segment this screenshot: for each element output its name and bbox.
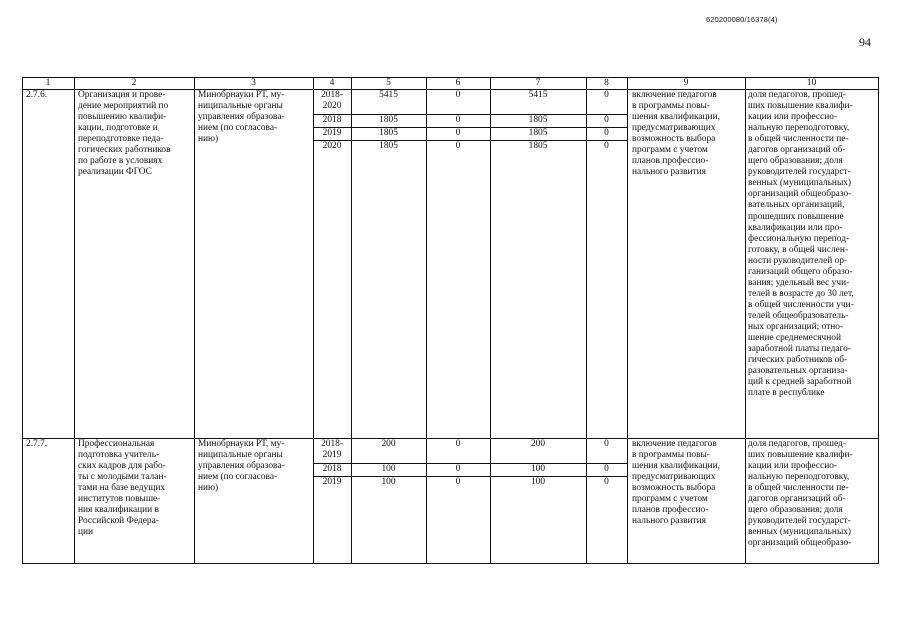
funding-total: 100 <box>381 477 396 487</box>
funding-total: 5415 <box>379 90 398 100</box>
funding-other: 0 <box>604 115 609 125</box>
measure-name: Профессиональная подготовка учитель- ских кадров для рабо- ты с молодыми талан- тами на базе ведущих институтов повыше- ния квалификации в Российской Федера- ции <box>78 439 167 538</box>
period-year: 2018 <box>322 464 342 474</box>
funding-regional: 5415 <box>528 90 548 100</box>
funding-federal: 0 <box>455 464 461 474</box>
funding-regional: 1805 <box>528 141 548 151</box>
period-year: 2018- 2019 <box>321 439 343 461</box>
funding-federal: 0 <box>455 128 461 138</box>
indicators: доля педагогов, прошед- ших повышение квалифи- кации или профессио- нальную переподготовку, в общей численности пе- дагогов организаций об- щего образования; доля руководителей государст- венных (муниципальных) организаций общеобразо- <box>748 439 853 549</box>
funding-federal: 0 <box>455 439 461 449</box>
column-header-4: 4 <box>329 78 335 88</box>
funding-regional: 1805 <box>528 128 548 138</box>
funding-other: 0 <box>604 141 609 151</box>
column-header-5: 5 <box>386 78 391 88</box>
column-header-8: 8 <box>604 78 609 88</box>
column-divider-9 <box>745 77 746 564</box>
column-header-7: 7 <box>535 78 541 88</box>
expected-result: включение педагогов в программы повы- шения квалификации, предусматривающих возможность выбора программ с учетом планов профессио- нального развития <box>632 90 720 178</box>
column-header-6: 6 <box>455 78 461 88</box>
period-year: 2019 <box>322 477 342 487</box>
column-header-2: 2 <box>131 78 137 88</box>
period-year: 2018 <box>322 115 342 125</box>
funding-other: 0 <box>604 477 609 487</box>
column-header-10: 10 <box>806 78 817 88</box>
column-divider-0 <box>22 77 23 564</box>
funding-other: 0 <box>604 90 609 100</box>
column-divider-10 <box>878 77 879 564</box>
table-border-bottom <box>22 563 879 564</box>
column-divider-8 <box>627 77 628 564</box>
measure-name: Организация и прове- дение мероприятий по повышению квалифи- кации, подготовке и переподготовке педа- гогических работников по работе в условиях реализации ФГОС <box>78 90 171 178</box>
executor: Минобрнауки РТ, му- ниципальные органы управления образова- нием (по согласова- нию) <box>198 90 285 145</box>
funding-total: 1805 <box>379 115 398 125</box>
period-year: 2020 <box>322 141 342 151</box>
column-divider-1 <box>74 77 75 564</box>
indicators: доля педагогов, прошед- ших повышение квалифи- кации или профессио- нальную переподготовку, в общей численности пе- дагогов организаций об- щего образования; доля руководителей государст- венных (муниципальных) организаций общеобразо- вательных организаций, прошедших повышение квалификации или про- фессиональную перепод- готовку, в общей числен- ности руководителей ор- ганизаций общего образо- вания; удельный вес учи- телей в возрасте до 30 лет, в общей численности учи- телей общеобразователь- ных организаций; отно- шение среднемесячной заработной платы педаго- гических работников об- разовательных организа- ций к средней заработной плате в республике <box>748 90 854 399</box>
funding-regional: 100 <box>530 477 546 487</box>
column-header-9: 9 <box>683 78 689 88</box>
funding-total: 100 <box>381 464 396 474</box>
document-id: 620200080/16378(4) <box>706 15 778 24</box>
funding-total: 1805 <box>379 141 398 151</box>
period-year: 2019 <box>322 128 342 138</box>
column-divider-2 <box>194 77 195 564</box>
expected-result: включение педагогов в программы повы- шения квалификации, предусматривающих возможность выбора программ с учетом планов профессио- нального развития <box>632 439 720 527</box>
funding-total: 200 <box>381 439 396 449</box>
funding-total: 1805 <box>379 128 398 138</box>
column-header-3: 3 <box>251 78 256 88</box>
page-number: 94 <box>859 35 871 49</box>
funding-regional: 200 <box>530 439 546 449</box>
funding-federal: 0 <box>455 90 461 100</box>
row-number: 2.7.7. <box>26 439 48 449</box>
period-year: 2018- 2020 <box>321 90 343 112</box>
funding-regional: 1805 <box>528 115 548 125</box>
funding-federal: 0 <box>455 477 461 487</box>
funding-other: 0 <box>604 439 609 449</box>
funding-other: 0 <box>604 128 609 138</box>
funding-federal: 0 <box>455 141 461 151</box>
funding-regional: 100 <box>530 464 546 474</box>
column-header-1: 1 <box>45 78 51 88</box>
funding-other: 0 <box>604 464 609 474</box>
executor: Минобрнауки РТ, му- ниципальные органы управления образова- нием (по согласова- нию) <box>198 439 285 494</box>
row-number: 2.7.6. <box>26 90 48 100</box>
funding-federal: 0 <box>455 115 461 125</box>
